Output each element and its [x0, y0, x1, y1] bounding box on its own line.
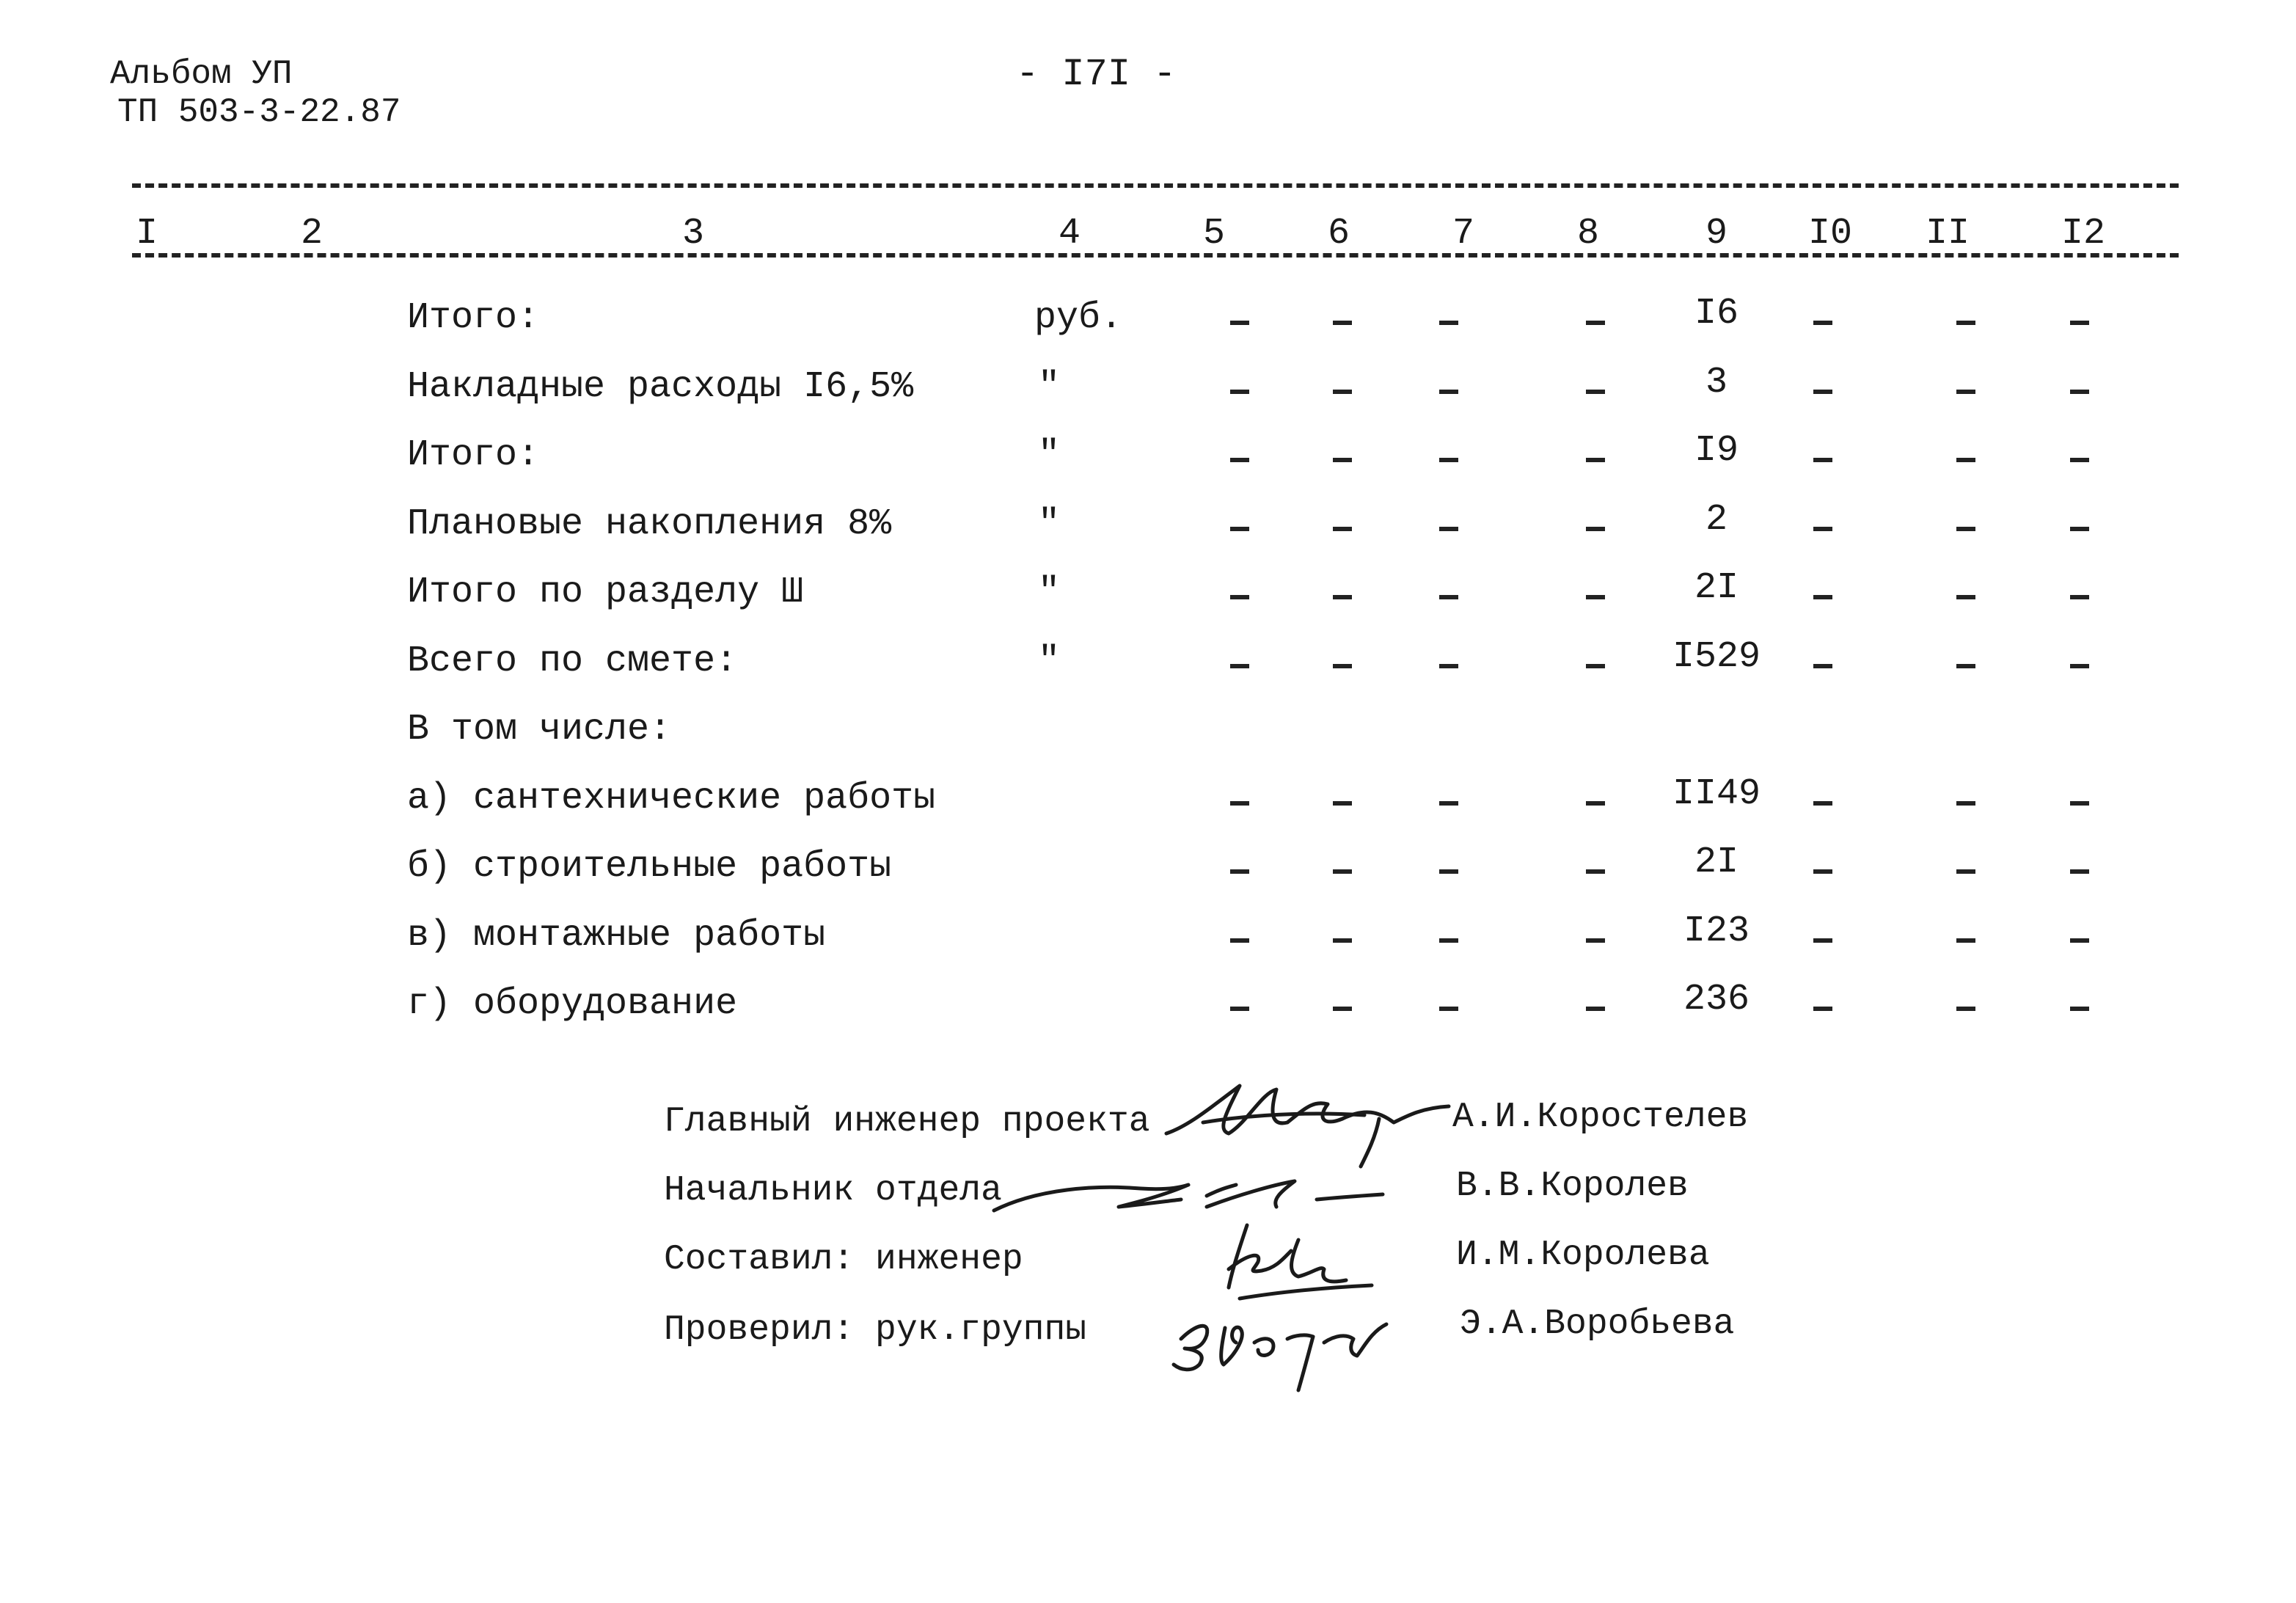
- empty-cell-dash: [2070, 801, 2089, 806]
- row-label: Всего по смете:: [407, 640, 738, 682]
- row-unit: ": [1037, 640, 1061, 682]
- row-total-value: 2I: [1694, 841, 1739, 883]
- empty-cell-dash: [1586, 664, 1605, 668]
- empty-cell-dash: [1586, 938, 1605, 943]
- empty-cell-dash: [1956, 664, 1975, 668]
- empty-cell-dash: [1586, 595, 1605, 599]
- column-number: 7: [1452, 213, 1475, 255]
- empty-cell-dash: [2070, 1007, 2089, 1011]
- column-number: 6: [1327, 213, 1350, 255]
- row-unit: ": [1037, 572, 1061, 613]
- signature-role: Составил: инженер: [664, 1240, 1023, 1279]
- row-total-value: I23: [1683, 910, 1750, 952]
- empty-cell-dash: [1956, 801, 1975, 806]
- empty-cell-dash: [1333, 527, 1352, 531]
- empty-cell-dash: [2070, 664, 2089, 668]
- empty-cell-dash: [1439, 938, 1458, 943]
- row-label: б) строительные работы: [407, 846, 892, 888]
- column-number: II: [1925, 213, 1970, 255]
- empty-cell-dash: [1813, 1007, 1832, 1011]
- empty-cell-dash: [1586, 801, 1605, 806]
- handwritten-signature-department-head: [994, 1166, 1405, 1225]
- signature-name: А.И.Коростелев: [1452, 1098, 1749, 1137]
- empty-cell-dash: [1230, 801, 1249, 806]
- row-label: Итого:: [407, 297, 540, 339]
- empty-cell-dash: [1230, 1007, 1249, 1011]
- row-label: Накладные расходы I6,5%: [407, 365, 914, 408]
- empty-cell-dash: [1586, 321, 1605, 325]
- empty-cell-dash: [1439, 1007, 1458, 1011]
- column-number: 9: [1705, 213, 1728, 255]
- empty-cell-dash: [1333, 664, 1352, 668]
- column-number: 8: [1576, 213, 1600, 255]
- column-number: 5: [1202, 213, 1226, 255]
- empty-cell-dash: [2070, 321, 2089, 325]
- empty-cell-dash: [1813, 458, 1832, 462]
- empty-cell-dash: [1586, 1007, 1605, 1011]
- empty-cell-dash: [1333, 321, 1352, 325]
- row-label: Итого:: [407, 434, 540, 476]
- empty-cell-dash: [1333, 390, 1352, 394]
- empty-cell-dash: [2070, 869, 2089, 874]
- empty-cell-dash: [1333, 938, 1352, 943]
- empty-cell-dash: [1586, 458, 1605, 462]
- row-label: в) монтажные работы: [407, 914, 826, 957]
- empty-cell-dash: [1439, 390, 1458, 394]
- empty-cell-dash: [1956, 321, 1975, 325]
- empty-cell-dash: [1230, 527, 1249, 531]
- empty-cell-dash: [1333, 1007, 1352, 1011]
- empty-cell-dash: [1813, 869, 1832, 874]
- empty-cell-dash: [1586, 869, 1605, 874]
- signature-role: Главный инженер проекта: [664, 1102, 1150, 1142]
- row-total-value: 236: [1683, 979, 1750, 1020]
- signature-role: Проверил: рук.группы: [664, 1310, 1087, 1350]
- row-total-value: I529: [1672, 635, 1761, 678]
- empty-cell-dash: [1439, 801, 1458, 806]
- empty-cell-dash: [1230, 664, 1249, 668]
- empty-cell-dash: [1956, 390, 1975, 394]
- empty-cell-dash: [1956, 869, 1975, 874]
- row-total-value: 3: [1705, 361, 1728, 404]
- column-number: I2: [2061, 213, 2106, 255]
- row-unit: руб.: [1034, 297, 1123, 339]
- row-label: Итого по разделу Ш: [407, 572, 804, 613]
- empty-cell-dash: [1956, 458, 1975, 462]
- empty-cell-dash: [1230, 390, 1249, 394]
- empty-cell-dash: [1439, 595, 1458, 599]
- empty-cell-dash: [1586, 527, 1605, 531]
- project-code: ТП 503-3-22.87: [117, 93, 401, 131]
- empty-cell-dash: [1813, 527, 1832, 531]
- column-number: 3: [681, 213, 705, 255]
- column-number: I0: [1807, 213, 1853, 255]
- empty-cell-dash: [2070, 595, 2089, 599]
- column-number: 4: [1058, 213, 1081, 255]
- empty-cell-dash: [1813, 664, 1832, 668]
- empty-cell-dash: [1956, 938, 1975, 943]
- page-number: - I7I -: [1016, 53, 1177, 96]
- empty-cell-dash: [1956, 1007, 1975, 1011]
- row-total-value: 2I: [1694, 567, 1739, 609]
- empty-cell-dash: [1333, 458, 1352, 462]
- empty-cell-dash: [1813, 938, 1832, 943]
- album-label: Альбом УП: [110, 55, 293, 93]
- empty-cell-dash: [1230, 321, 1249, 325]
- empty-cell-dash: [1813, 321, 1832, 325]
- empty-cell-dash: [1230, 595, 1249, 599]
- signature-name: В.В.Королев: [1456, 1166, 1689, 1206]
- empty-cell-dash: [2070, 938, 2089, 943]
- row-label: г) оборудование: [407, 983, 738, 1025]
- empty-cell-dash: [1813, 801, 1832, 806]
- row-label: а) сантехнические работы: [407, 777, 936, 819]
- empty-cell-dash: [1439, 321, 1458, 325]
- row-label: В том числе:: [407, 709, 672, 751]
- empty-cell-dash: [1439, 527, 1458, 531]
- column-number: 2: [300, 213, 323, 255]
- row-unit: ": [1037, 434, 1061, 476]
- empty-cell-dash: [1333, 869, 1352, 874]
- empty-cell-dash: [1333, 801, 1352, 806]
- empty-cell-dash: [1439, 458, 1458, 462]
- empty-cell-dash: [1813, 390, 1832, 394]
- table-header-rule: [132, 253, 2179, 258]
- empty-cell-dash: [1586, 390, 1605, 394]
- empty-cell-dash: [1439, 664, 1458, 668]
- row-total-value: I9: [1694, 430, 1739, 472]
- empty-cell-dash: [2070, 458, 2089, 462]
- handwritten-signature-chief-engineer: [1159, 1064, 1452, 1174]
- row-unit: ": [1037, 365, 1061, 408]
- row-total-value: II49: [1672, 773, 1761, 815]
- table-top-rule: [132, 183, 2179, 188]
- handwritten-signature-group-lead: [1166, 1284, 1408, 1394]
- row-total-value: 2: [1705, 498, 1728, 541]
- empty-cell-dash: [1956, 595, 1975, 599]
- empty-cell-dash: [1956, 527, 1975, 531]
- row-label: Плановые накопления 8%: [407, 503, 892, 545]
- empty-cell-dash: [1230, 869, 1249, 874]
- empty-cell-dash: [1439, 869, 1458, 874]
- empty-cell-dash: [2070, 390, 2089, 394]
- empty-cell-dash: [2070, 527, 2089, 531]
- signature-name: И.М.Королева: [1456, 1235, 1710, 1275]
- empty-cell-dash: [1230, 458, 1249, 462]
- row-unit: ": [1037, 503, 1061, 545]
- signature-role: Начальник отдела: [664, 1171, 1002, 1211]
- row-total-value: I6: [1694, 293, 1739, 335]
- column-number: I: [135, 213, 158, 255]
- empty-cell-dash: [1333, 595, 1352, 599]
- empty-cell-dash: [1230, 938, 1249, 943]
- empty-cell-dash: [1813, 595, 1832, 599]
- signature-name: Э.А.Воробьева: [1460, 1304, 1735, 1344]
